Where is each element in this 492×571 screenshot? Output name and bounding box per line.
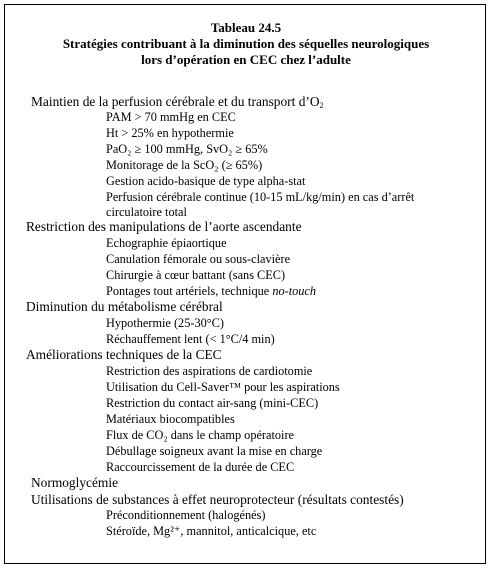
list-item-continuation: circulatoire total — [106, 205, 187, 219]
section-heading-perfusion: Maintien de la perfusion cérébrale et du transport $d’O_2$ — [31, 94, 324, 110]
list-item: Raccourcissement de la durée de CEC — [106, 460, 295, 474]
table-title — [0, 20, 492, 68]
list-item: Monitorage de la ScO₂ (≥ 65%) — [106, 158, 263, 172]
section-heading-metabolisme: Diminution du métabolisme cérébral — [26, 299, 223, 314]
list-item: Préconditionnement (halogénés) — [106, 508, 266, 522]
list-item: Stéroïde, Mg²⁺, mannitol, anticalcique, etc — [106, 524, 317, 538]
list-item: Chirurgie à cœur battant (sans CEC) — [106, 268, 286, 282]
list-item: Réchauffement lent (< 1°C/4 min) — [106, 332, 275, 346]
table-number: Tableau 24.5 — [210, 20, 282, 35]
list-item: Restriction du contact air-sang (mini-CEC) — [106, 396, 319, 410]
section-heading-neuroprotection: Utilisations de substances à effet neuroprotecteur (résultats contestés) — [31, 492, 404, 507]
list-item: Matériaux biocompatibles — [106, 412, 235, 426]
table-title-line-2: lors d’opération en CEC chez l’adulte — [141, 52, 351, 67]
list-item: Flux de CO₂ dans le champ opératoire — [106, 428, 295, 442]
list-item: Utilisation du Cell-Saver™ pour les aspirations — [106, 380, 340, 394]
section-heading-normoglycemie: Normoglycémie — [31, 475, 119, 490]
section-heading-cec: Améliorations techniques de la CEC — [26, 347, 222, 362]
list-item: Hypothermie (25-30°C) — [106, 316, 224, 330]
list-item-emphasis: no-touch — [272, 284, 317, 298]
list-item: Débullage soigneux avant la mise en charge — [106, 444, 323, 458]
list-item: Ht > 25% en hypothermie — [106, 126, 234, 140]
list-item: Canulation fémorale ou sous-clavière — [106, 252, 291, 266]
list-item: Echographie épiaortique — [106, 236, 227, 250]
list-item: PaO₂ ≥ 100 mmHg, SvO₂ ≥ 65% — [106, 142, 268, 156]
list-item: Pontages tout artériels, technique no-touch — [106, 284, 317, 298]
list-item: Gestion acido-basique de type alpha-stat — [106, 174, 306, 188]
list-item: Perfusion cérébrale continue (10-15 mL/kg/min) en cas d’arrêt — [106, 190, 415, 204]
list-item: Restriction des aspirations de cardiotomie — [106, 364, 313, 378]
table-title-line-1: Stratégies contribuant à la diminution des séquelles neurologiques — [62, 36, 430, 51]
section-heading-aorte: Restriction des manipulations de l’aorte ascendante — [26, 219, 302, 234]
list-item: PAM > 70 mmHg en CEC — [106, 110, 236, 124]
